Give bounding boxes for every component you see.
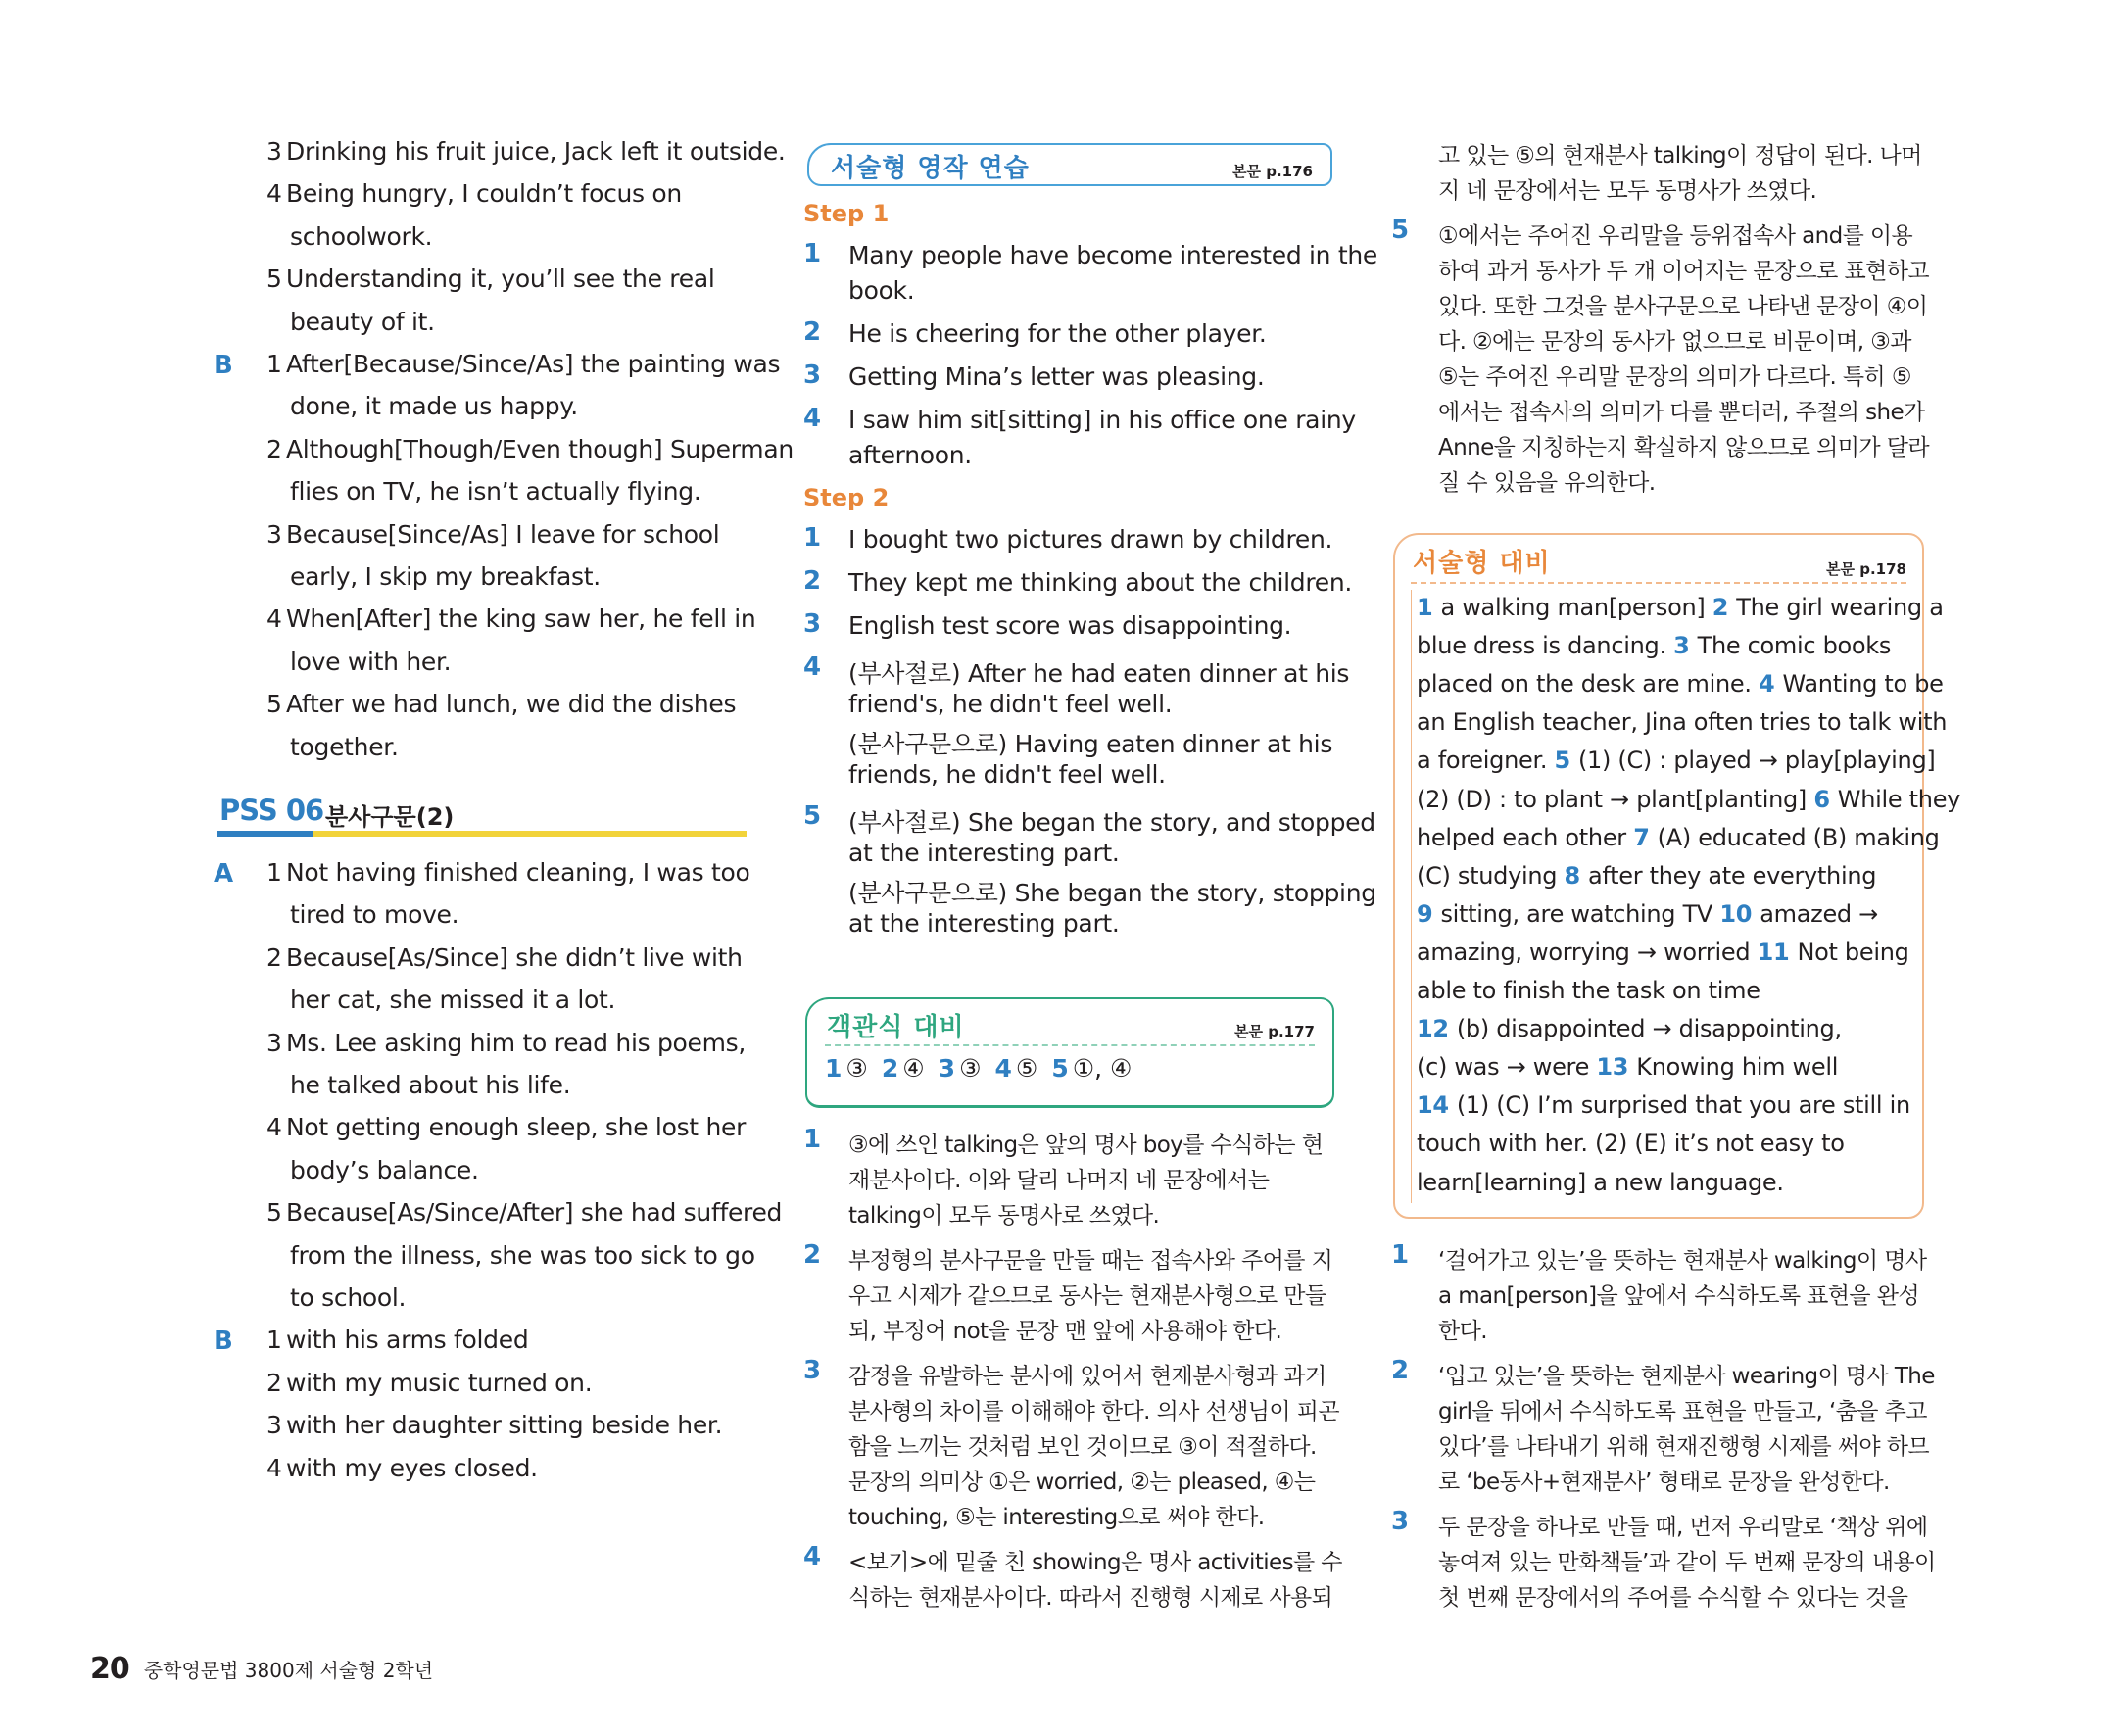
essay-answer-number: 8 xyxy=(1564,861,1588,890)
essay-explanation-line: a man[person]을 앞에서 수식하도록 표현을 완성 xyxy=(1438,1283,1919,1309)
step2-item-line: at the interesting part. xyxy=(848,839,1120,867)
essay-explanation-line: 로 ‘be동사+현재분사’ 형태로 문장을 완성한다. xyxy=(1438,1470,1890,1495)
essay-explanation-line: 놓여져 있는 만화책들’과 같이 두 번째 문장의 내용이 xyxy=(1438,1550,1936,1575)
pss05-b-item-number: 4 xyxy=(266,604,282,634)
pss05-a-item-line: beauty of it. xyxy=(290,307,435,336)
step1-item-line: Getting Mina’s letter was pleasing. xyxy=(848,362,1265,391)
pss05-b-item-line: love with her. xyxy=(290,647,452,676)
essay-answer-line xyxy=(1417,939,1909,966)
essay-answer-text: able to finish the task on time xyxy=(1417,977,1760,1004)
mc-explanation-line: 분사형의 차이를 이해해야 한다. 의사 선생님이 피곤 xyxy=(848,1399,1339,1424)
essay-answer-text: touch with her. (2) (E) it’s not easy to xyxy=(1417,1130,1845,1158)
explanation-5-line: 질 수 있음을 유의한다. xyxy=(1438,470,1656,496)
step2-item-line: (분사구문으로) Having eaten dinner at his xyxy=(848,730,1333,758)
page-number: 20 xyxy=(90,1652,129,1686)
pss05-a-item-number: 5 xyxy=(266,265,282,294)
explanation-5-line: ⑤는 주어진 우리말 문장의 의미가 다르다. 특히 ⑤ xyxy=(1438,364,1911,390)
pss05-b-item-number: 5 xyxy=(266,690,282,719)
essay-answer-number: 12 xyxy=(1417,1015,1457,1043)
essay-answer-text: (1) (C) : played → play[playing] xyxy=(1577,747,1936,775)
step2-item-line: (부사절로) After he had eaten dinner at his xyxy=(848,659,1350,688)
pss06-a-item-line: he talked about his life. xyxy=(290,1071,571,1099)
pss06-code: PSS 06 xyxy=(219,794,324,827)
essay-explanation-number: 2 xyxy=(1391,1356,1410,1385)
essay-answer-text: Wanting to be xyxy=(1782,670,1944,699)
essay-answer-number: 7 xyxy=(1633,823,1658,851)
pss05-a-item-line: Drinking his fruit juice, Jack left it outside. xyxy=(286,137,786,166)
pss05-b-item-line: After[Because/Since/As] the painting was xyxy=(286,350,781,378)
essay-answer-number: 4 xyxy=(1759,670,1783,699)
pss05-b-item-line: early, I skip my breakfast. xyxy=(290,562,601,591)
explanation-5-line: Anne을 지칭하는지 확실하지 않으므로 의미가 달라 xyxy=(1438,435,1929,460)
essay-answer-text: a walking man[person] xyxy=(1440,594,1712,621)
step2-item-number: 5 xyxy=(803,801,822,831)
step1-item-number: 3 xyxy=(803,361,822,390)
pss05-section-b-letter: B xyxy=(214,351,233,380)
pss06-b-item-line: with his arms folded xyxy=(286,1326,529,1355)
pss06-b-item-line: with her daughter sitting beside her. xyxy=(286,1411,723,1440)
pss05-a-item-line: schoolwork. xyxy=(290,221,433,251)
step2-item-line: (부사절로) She began the story, and stopped xyxy=(848,808,1375,837)
step2-item-line: They kept me thinking about the children. xyxy=(848,568,1353,597)
pss06-a-item-line: to school. xyxy=(290,1283,407,1312)
essay-answer-text: learn[learning] a new language. xyxy=(1417,1168,1784,1196)
explanation-5-line: 하여 과거 동사가 두 개 이어지는 문장으로 표현하고 xyxy=(1438,259,1929,284)
essay-explanation-line: 한다. xyxy=(1438,1319,1487,1344)
explanation-5-line: 다. ②에는 문장의 동사가 없으므로 비문이며, ③과 xyxy=(1438,329,1911,355)
essay-answer-text: a foreigner. xyxy=(1417,747,1555,775)
essay-answer-number: 6 xyxy=(1813,785,1838,813)
mc-answer-value: ④ xyxy=(902,1054,925,1083)
pss06-b-item-number: 2 xyxy=(266,1368,282,1397)
essay-answer-line xyxy=(1417,862,1876,890)
mc-answer-value: ①, ④ xyxy=(1072,1054,1133,1083)
pss05-b-item-number: 3 xyxy=(266,519,282,549)
pss06-section-b-letter: B xyxy=(214,1326,233,1357)
pss05-a-item-number: 3 xyxy=(266,137,282,166)
step1-item-line: Many people have become interested in the xyxy=(848,241,1377,269)
pss05-b-item-line: When[After] the king saw her, he fell in xyxy=(286,604,756,634)
book-title: 중학영문법 3800제 서술형 2학년 xyxy=(143,1659,434,1682)
footer xyxy=(90,1652,433,1691)
pss05-b-item-line: flies on TV, he isn’t actually flying. xyxy=(290,477,701,506)
step2-item-number: 3 xyxy=(803,609,822,639)
step1-item-number: 4 xyxy=(803,404,822,433)
mc-explanation-line: 식하는 현재분사이다. 따라서 진행형 시제로 사용되 xyxy=(848,1585,1333,1611)
essay-answer-line xyxy=(1417,594,1944,621)
explanation-4-continued-line: 고 있는 ⑤의 현재분사 talking이 정답이 된다. 나머 xyxy=(1438,143,1922,169)
mc-explanation-line: talking이 모두 동명사로 쓰였다. xyxy=(848,1203,1160,1229)
pss05-a-item-number: 4 xyxy=(266,179,282,209)
essay-answer-text: sitting, are watching TV xyxy=(1440,899,1720,928)
step1-item-line: He is cheering for the other player. xyxy=(848,319,1267,348)
explanation-5-line: 에서는 접속사의 의미가 다를 뿐더러, 주절의 she가 xyxy=(1438,400,1925,425)
essay-answer-line xyxy=(1417,632,1891,659)
writing-practice-header-box xyxy=(807,143,1332,186)
essay-explanation-number: 1 xyxy=(1391,1240,1410,1270)
pss06-a-item-line: Not getting enough sleep, she lost her xyxy=(286,1113,747,1142)
mc-explanation-line: 부정형의 분사구문을 만들 때는 접속사와 주어를 지 xyxy=(848,1248,1333,1274)
essay-answer-text: The comic books xyxy=(1697,632,1892,660)
step1-item-line: book. xyxy=(848,276,915,305)
step2-label: Step 2 xyxy=(803,484,890,511)
step2-item-line: at the interesting part. xyxy=(848,909,1120,938)
essay-explanation-line: 첫 번째 문장에서의 주어를 수식할 수 있다는 것을 xyxy=(1438,1585,1908,1611)
mc-explanation-line: 우고 시제가 같으므로 동사는 현재분사형으로 만들 xyxy=(848,1283,1326,1309)
mc-explanation-line: 문장의 의미상 ①은 worried, ②는 pleased, ④는 xyxy=(848,1470,1316,1495)
step2-item-line: friend's, he didn't feel well. xyxy=(848,690,1173,718)
pss06-title: 분사구문(2) xyxy=(325,803,455,831)
essay-answer-number: 9 xyxy=(1417,899,1441,928)
pss06-b-item-number: 1 xyxy=(266,1326,282,1355)
pss05-b-item-line: together. xyxy=(290,732,399,761)
step2-item-number: 2 xyxy=(803,566,822,596)
explanation-5-line: ①에서는 주어진 우리말을 등위접속사 and를 이용 xyxy=(1438,223,1913,249)
writing-practice-page-ref: 본문 p.176 xyxy=(1232,163,1313,180)
step2-item-line: friends, he didn't feel well. xyxy=(848,760,1166,789)
step2-item-line: (분사구문으로) She began the story, stopping xyxy=(848,879,1376,907)
pss06-a-item-number: 4 xyxy=(266,1113,282,1142)
essay-answer-text: after they ate everything xyxy=(1588,861,1877,890)
mc-explanation-line: 재분사이다. 이와 달리 나머지 네 문장에서는 xyxy=(848,1168,1270,1193)
pss06-a-item-line: Because[As/Since] she didn’t live with xyxy=(286,942,743,972)
pss05-b-item-number: 2 xyxy=(266,434,282,463)
step2-item-line: I bought two pictures drawn by children. xyxy=(848,525,1333,554)
mc-explanation-line: 함을 느끼는 것처럼 보인 것이므로 ③이 적절하다. xyxy=(848,1434,1317,1460)
pss05-b-item-line: Because[Since/As] I leave for school xyxy=(286,519,720,549)
mc-explanation-line: 되, 부정어 not을 문장 맨 앞에 사용해야 한다. xyxy=(848,1319,1282,1344)
essay-answer-text: (C) studying xyxy=(1417,861,1565,890)
step1-item-number: 2 xyxy=(803,317,822,347)
step1-item-line: I saw him sit[sitting] in his office one rainy xyxy=(848,406,1356,434)
step2-item-line: English test score was disappointing. xyxy=(848,611,1292,640)
essay-answer-text: (1) (C) I’m surprised that you are still in xyxy=(1456,1091,1910,1120)
essay-answer-text: (c) was → were xyxy=(1417,1053,1597,1082)
step1-item-number: 1 xyxy=(803,239,822,268)
essay-answer-line xyxy=(1417,1053,1838,1081)
essay-box-left-rule xyxy=(1411,590,1412,1203)
essay-answer-text: blue dress is dancing. xyxy=(1417,632,1674,660)
essay-explanation-line: ‘걸어가고 있는’을 뜻하는 현재분사 walking이 명사 xyxy=(1438,1248,1927,1274)
essay-answer-line xyxy=(1417,708,1947,736)
essay-answer-text: Not being xyxy=(1797,938,1909,966)
essay-answer-number: 1 xyxy=(1417,594,1441,621)
essay-answer-number: 3 xyxy=(1673,632,1698,660)
essay-answer-line xyxy=(1417,900,1878,928)
pss06-a-item-number: 5 xyxy=(266,1198,282,1228)
mc-explanation-line: <보기>에 밑줄 친 showing은 명사 activities를 수 xyxy=(848,1550,1342,1575)
mc-explanation-number: 2 xyxy=(803,1240,822,1270)
mc-explanation-line: touching, ⑤는 interesting으로 써야 한다. xyxy=(848,1505,1265,1530)
mc-answer-value: ③ xyxy=(845,1054,868,1083)
pss06-underline-blue xyxy=(217,831,313,837)
mc-box-title: 객관식 대비 xyxy=(827,1013,965,1042)
essay-answer-number: 13 xyxy=(1596,1053,1637,1082)
mc-answer-number: 4 xyxy=(994,1054,1012,1083)
essay-answer-number: 5 xyxy=(1554,747,1578,775)
pss05-a-item-line: Being hungry, I couldn’t focus on xyxy=(286,179,682,209)
pss06-section-a-letter: A xyxy=(214,859,234,889)
essay-answer-text: helped each other xyxy=(1417,823,1634,851)
pss06-a-item-number: 1 xyxy=(266,858,282,887)
mc-explanation-line: ③에 쓰인 talking은 앞의 명사 boy를 수식하는 현 xyxy=(848,1133,1324,1158)
pss06-a-item-line: Not having finished cleaning, I was too xyxy=(286,858,750,887)
pss06-b-item-number: 4 xyxy=(266,1453,282,1482)
mc-answer-value: ⑤ xyxy=(1015,1054,1038,1083)
pss06-a-item-line: tired to move. xyxy=(290,900,459,930)
pss05-b-item-line: done, it made us happy. xyxy=(290,392,578,421)
pss05-a-item-line: Understanding it, you’ll see the real xyxy=(286,265,715,294)
explanation-5-number: 5 xyxy=(1391,216,1410,245)
pss05-b-item-line: After we had lunch, we did the dishes xyxy=(286,690,737,719)
mc-answer-list xyxy=(825,1054,1132,1093)
essay-box xyxy=(1393,533,1961,1219)
essay-box-title: 서술형 대비 xyxy=(1413,549,1551,578)
essay-explanation-line: 있다’를 나타내기 위해 현재진행형 시제를 써야 하므 xyxy=(1438,1434,1929,1460)
essay-box-page-ref: 본문 p.178 xyxy=(1826,560,1906,578)
explanation-4-continued-line: 지 네 문장에서는 모두 동명사가 쓰였다. xyxy=(1438,178,1817,204)
step1-label: Step 1 xyxy=(803,200,890,227)
essay-answer-line xyxy=(1417,1130,1845,1157)
essay-answer-line xyxy=(1417,747,1935,774)
essay-answer-text: amazed → xyxy=(1760,899,1878,928)
essay-answer-number: 2 xyxy=(1712,594,1737,621)
pss06-b-item-line: with my eyes closed. xyxy=(286,1453,538,1482)
essay-answer-line xyxy=(1417,670,1944,698)
writing-practice-title: 서술형 영작 연습 xyxy=(831,154,1030,183)
pss05-b-item-number: 1 xyxy=(266,350,282,378)
mc-explanation-number: 3 xyxy=(803,1356,822,1385)
essay-explanation-line: ‘입고 있는’을 뜻하는 현재분사 wearing이 명사 The xyxy=(1438,1364,1935,1389)
essay-answer-text: an English teacher, Jina often tries to talk with xyxy=(1417,708,1948,737)
explanation-5-line: 있다. 또한 그것을 분사구문으로 나타낸 문장이 ④이 xyxy=(1438,294,1928,319)
mc-answer-number: 5 xyxy=(1051,1054,1069,1083)
mc-box-divider xyxy=(825,1044,1315,1046)
pss06-a-item-line: from the illness, she was too sick to go xyxy=(290,1240,755,1270)
essay-answer-line xyxy=(1417,824,1940,851)
mc-box xyxy=(805,997,1334,1108)
step2-item-number: 1 xyxy=(803,523,822,553)
mc-box-page-ref: 본문 p.177 xyxy=(1234,1023,1315,1040)
mc-answer-number: 3 xyxy=(938,1054,956,1083)
pss06-a-item-line: Ms. Lee asking him to read his poems, xyxy=(286,1028,747,1057)
essay-answer-text: (2) (D) : to plant → plant[planting] xyxy=(1417,785,1814,813)
essay-explanation-line: girl을 뒤에서 수식하도록 표현을 만들고, ‘춤을 추고 xyxy=(1438,1399,1927,1424)
mc-explanation-number: 4 xyxy=(803,1542,822,1571)
pss06-header xyxy=(217,792,747,839)
essay-answer-text: The girl wearing a xyxy=(1736,594,1944,621)
essay-answer-text: placed on the desk are mine. xyxy=(1417,670,1760,699)
pss06-a-item-line: body’s balance. xyxy=(290,1155,479,1184)
step2-item-number: 4 xyxy=(803,652,822,682)
essay-explanation-line: 두 문장을 하나로 만들 때, 먼저 우리말로 ‘책상 위에 xyxy=(1438,1515,1928,1540)
pss06-a-item-line: her cat, she missed it a lot. xyxy=(290,986,616,1015)
essay-answer-number: 10 xyxy=(1719,899,1760,928)
mc-explanation-line: 감정을 유발하는 분사에 있어서 현재분사형과 과거 xyxy=(848,1364,1326,1389)
pss06-underline-yellow xyxy=(313,831,747,837)
essay-answer-text: While they xyxy=(1837,785,1961,813)
mc-answer-value: ③ xyxy=(959,1054,982,1083)
essay-answer-line xyxy=(1417,1015,1842,1042)
essay-explanation-number: 3 xyxy=(1391,1507,1410,1536)
essay-answer-text: (b) disappointed → disappointing, xyxy=(1456,1015,1842,1043)
pss06-b-item-number: 3 xyxy=(266,1411,282,1440)
mc-explanation-number: 1 xyxy=(803,1125,822,1154)
pss06-a-item-line: Because[As/Since/After] she had suffered xyxy=(286,1198,783,1228)
essay-answer-number: 14 xyxy=(1417,1091,1457,1120)
essay-answer-line xyxy=(1417,1169,1784,1196)
essay-answer-text: (A) educated (B) making xyxy=(1657,823,1940,851)
pss05-b-item-line: Although[Though/Even though] Superman xyxy=(286,434,794,463)
essay-answer-line xyxy=(1417,1091,1910,1119)
pss06-a-item-number: 3 xyxy=(266,1028,282,1057)
essay-answer-text: amazing, worrying → worried xyxy=(1417,938,1758,966)
mc-answer-number: 1 xyxy=(825,1054,843,1083)
essay-answer-text: Knowing him well xyxy=(1636,1053,1839,1082)
pss06-a-item-number: 2 xyxy=(266,942,282,972)
essay-answer-number: 11 xyxy=(1757,938,1798,966)
mc-answer-number: 2 xyxy=(881,1054,899,1083)
pss06-b-item-line: with my music turned on. xyxy=(286,1368,593,1397)
essay-answer-line xyxy=(1417,786,1960,813)
essay-box-divider xyxy=(1411,582,1906,584)
essay-answer-line xyxy=(1417,977,1760,1004)
step1-item-line: afternoon. xyxy=(848,441,972,469)
